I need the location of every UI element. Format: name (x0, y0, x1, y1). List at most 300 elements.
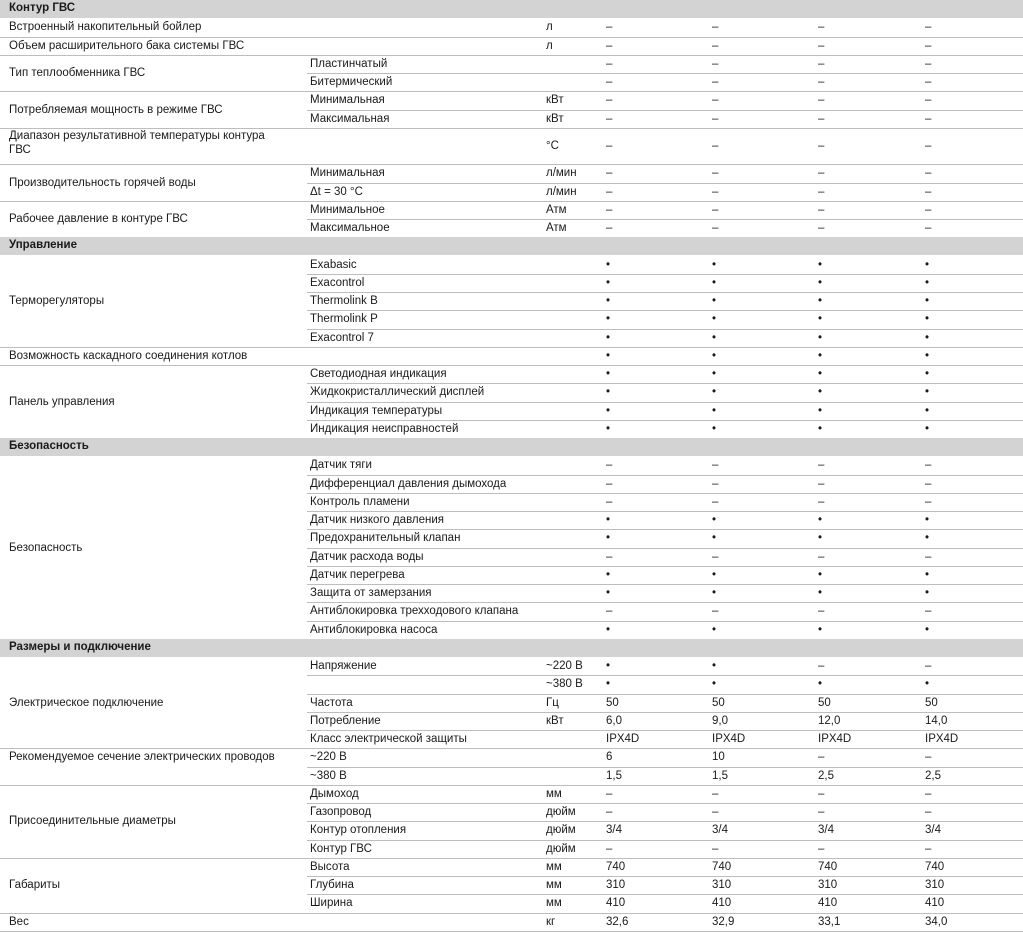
row-divider (0, 913, 1023, 914)
row-divider (307, 329, 1023, 330)
row-value-model-4: • (925, 313, 930, 326)
row-value-model-4: • (925, 532, 930, 545)
section-title: Контур ГВС (9, 2, 76, 14)
row-value-model-2: • (712, 514, 717, 526)
row-value-model-4: • (925, 514, 930, 526)
row-value-model-2: IPX4D (712, 733, 746, 745)
row-unit: кВт (546, 94, 564, 107)
row-value-model-2: – (712, 139, 719, 152)
row-value-model-1: – (606, 39, 613, 52)
row-value-model-2: – (712, 76, 719, 88)
section-header-dims (0, 639, 1023, 657)
row-value-model-4: – (925, 167, 932, 180)
row-value-model-4: 14,0 (925, 714, 948, 727)
row-value-model-1: – (606, 550, 613, 563)
row-divider (307, 219, 1023, 220)
row-name: Индикация температуры (310, 404, 443, 417)
row-value-model-4: 2,5 (925, 769, 941, 782)
row-name: Дифференциал давления дымохода (310, 477, 507, 490)
row-value-model-3: • (818, 514, 823, 526)
row-unit: мм (546, 879, 562, 891)
row-unit: Атм (546, 203, 567, 216)
row-value-model-3: • (818, 258, 823, 271)
group-label: Электрическое подключение (9, 696, 164, 709)
section-header-dhw (0, 0, 1023, 18)
row-value-model-3: • (818, 404, 823, 417)
row-value-model-2: • (712, 660, 717, 672)
row-unit: кВт (546, 112, 564, 125)
row-value-model-3: • (818, 276, 823, 289)
row-name: Thermolink P (310, 313, 378, 326)
row-value-model-2: – (712, 57, 719, 70)
section-title: Управление (9, 239, 77, 251)
row-value-model-1: 6 (606, 751, 613, 764)
row-value-model-3: – (818, 39, 825, 52)
row-name: Exacontrol (310, 276, 365, 289)
row-value-model-3: – (818, 57, 825, 70)
row-divider (307, 675, 1023, 676)
row-value-model-2: 3/4 (712, 824, 728, 837)
row-divider (307, 310, 1023, 311)
row-name: Предохранительный клапан (310, 532, 461, 545)
row-value-model-2: • (712, 623, 717, 636)
row-value-model-2: – (712, 842, 719, 855)
row-divider (307, 566, 1023, 567)
row-value-model-1: • (606, 660, 611, 672)
row-name: Индикация неисправностей (310, 422, 459, 435)
row-value-model-4: – (925, 842, 932, 855)
row-value-model-2: – (712, 167, 719, 180)
group-label: Вес (9, 915, 29, 928)
group-label: Встроенный накопительный бойлер (9, 21, 202, 34)
row-value-model-1: 6,0 (606, 714, 622, 727)
row-value-model-1: • (606, 386, 611, 399)
row-value-model-3: • (818, 368, 823, 380)
group-label: Безопасность (9, 541, 83, 554)
row-value-model-3: – (818, 139, 825, 152)
group-label: Габариты (9, 879, 61, 892)
row-value-model-1: – (606, 459, 613, 472)
row-divider (307, 876, 1023, 877)
row-value-model-4: • (925, 295, 930, 307)
section-header-safety (0, 438, 1023, 456)
row-value-model-2: • (712, 313, 717, 326)
row-value-model-2: • (712, 331, 717, 344)
row-name: Защита от замерзания (310, 587, 432, 599)
row-divider (0, 347, 1023, 348)
row-divider (307, 730, 1023, 731)
row-value-model-4: 410 (925, 897, 945, 910)
row-value-model-1: – (606, 222, 613, 234)
row-unit: л/мин (546, 185, 577, 198)
row-value-model-2: – (712, 39, 719, 52)
section-header-control (0, 237, 1023, 255)
row-unit: кВт (546, 714, 564, 727)
row-value-model-4: • (925, 568, 930, 581)
row-value-model-1: – (606, 21, 613, 34)
row-value-model-4: – (925, 203, 932, 216)
row-value-model-2: – (712, 477, 719, 490)
row-value-model-4: – (925, 660, 932, 672)
row-name: Класс электрической защиты (310, 733, 467, 745)
row-value-model-2: 32,9 (712, 915, 735, 928)
row-value-model-1: • (606, 313, 611, 326)
row-value-model-2: – (712, 550, 719, 563)
row-value-model-3: – (818, 167, 825, 180)
row-name: Exacontrol 7 (310, 331, 374, 344)
row-name: Частота (310, 696, 353, 709)
row-value-model-4: • (925, 276, 930, 289)
row-value-model-2: – (712, 806, 719, 818)
row-divider (307, 840, 1023, 841)
row-divider (307, 493, 1023, 494)
row-unit: Гц (546, 696, 559, 709)
row-value-model-2: • (712, 678, 717, 691)
row-value-model-2: • (712, 386, 717, 399)
row-value-model-3: • (818, 587, 823, 599)
row-value-model-3: – (818, 751, 825, 764)
row-value-model-4: – (925, 39, 932, 52)
row-value-model-3: IPX4D (818, 733, 852, 745)
row-value-model-2: 9,0 (712, 714, 728, 727)
row-value-model-1: 32,6 (606, 915, 629, 928)
row-value-model-3: – (818, 495, 825, 508)
row-value-model-3: – (818, 660, 825, 672)
row-name: ~220 В (310, 751, 347, 764)
row-value-model-4: – (925, 477, 932, 490)
row-value-model-1: – (606, 477, 613, 490)
row-value-model-2: – (712, 94, 719, 107)
row-divider (307, 584, 1023, 585)
row-value-model-4: – (925, 222, 932, 234)
row-value-model-4: – (925, 76, 932, 88)
row-value-model-3: – (818, 21, 825, 34)
row-value-model-3: – (818, 185, 825, 198)
row-value-model-2: – (712, 112, 719, 125)
row-value-model-3: 310 (818, 879, 838, 891)
row-value-model-2: 410 (712, 897, 732, 910)
row-value-model-3: • (818, 678, 823, 691)
row-value-model-2: 50 (712, 696, 725, 709)
row-value-model-2: • (712, 276, 717, 289)
row-value-model-1: – (606, 139, 613, 152)
row-value-model-4: 310 (925, 879, 945, 891)
row-name: Датчик расхода воды (310, 550, 424, 563)
row-value-model-1: • (606, 331, 611, 344)
row-name: Exabasic (310, 258, 357, 271)
row-value-model-4: – (925, 112, 932, 125)
row-name: Максимальная (310, 112, 390, 125)
row-value-model-4: – (925, 806, 932, 818)
row-value-model-4: • (925, 258, 930, 271)
row-value-model-2: • (712, 404, 717, 417)
row-name: Максимальное (310, 222, 390, 234)
group-label: Потребляемая мощность в режиме ГВС (9, 103, 223, 116)
row-value-model-2: – (712, 787, 719, 800)
row-value-model-4: – (925, 787, 932, 800)
row-unit: л (546, 21, 553, 34)
row-value-model-2: • (712, 368, 717, 380)
row-divider (0, 164, 1023, 165)
row-value-model-4: • (925, 331, 930, 344)
row-value-model-1: IPX4D (606, 733, 640, 745)
row-value-model-3: – (818, 550, 825, 563)
row-value-model-2: 10 (712, 751, 725, 764)
row-value-model-1: • (606, 587, 611, 599)
row-value-model-1: • (606, 276, 611, 289)
row-divider (307, 529, 1023, 530)
row-name: ~380 В (310, 769, 347, 782)
row-value-model-4: – (925, 459, 932, 472)
row-value-model-1: • (606, 368, 611, 380)
row-value-model-1: • (606, 532, 611, 545)
group-label: Панель управления (9, 395, 115, 408)
row-value-model-2: – (712, 185, 719, 198)
row-name: Датчик низкого давления (310, 514, 445, 526)
row-divider (307, 292, 1023, 293)
row-value-model-1: 1,5 (606, 769, 622, 782)
group-label: Производительность горячей воды (9, 176, 196, 189)
row-unit: ~220 В (546, 660, 583, 672)
row-value-model-2: • (712, 258, 717, 271)
row-divider (0, 201, 1023, 202)
row-value-model-4: – (925, 94, 932, 107)
row-value-model-2: – (712, 203, 719, 216)
row-value-model-4: 34,0 (925, 915, 948, 928)
row-value-model-4: 50 (925, 696, 938, 709)
row-divider (0, 91, 1023, 92)
row-value-model-2: – (712, 495, 719, 508)
row-unit: кг (546, 915, 556, 928)
row-unit: мм (546, 897, 562, 910)
row-value-model-4: 3/4 (925, 824, 941, 837)
row-value-model-2: • (712, 568, 717, 581)
group-label: Рабочее давление в контуре ГВС (9, 213, 188, 225)
row-unit: мм (546, 787, 562, 800)
row-unit: мм (546, 860, 562, 873)
row-value-model-4: • (925, 349, 930, 362)
row-unit: °C (546, 139, 559, 152)
row-name: Минимальное (310, 203, 385, 216)
row-value-model-3: 3/4 (818, 824, 834, 837)
row-value-model-3: – (818, 605, 825, 618)
row-name: Высота (310, 860, 350, 873)
group-label: Тип теплообменника ГВС (9, 67, 146, 79)
row-name: Антиблокировка насоса (310, 623, 438, 636)
row-value-model-3: – (818, 94, 825, 107)
row-value-model-1: • (606, 568, 611, 581)
row-value-model-3: 410 (818, 897, 838, 910)
row-name: Δt = 30 °C (310, 185, 363, 198)
group-label: Объем расширительного бака системы ГВС (9, 39, 245, 52)
row-value-model-3: – (818, 477, 825, 490)
row-value-model-3: 2,5 (818, 769, 834, 782)
row-divider (307, 183, 1023, 184)
row-name: Минимальная (310, 94, 385, 107)
row-value-model-2: • (712, 587, 717, 599)
row-divider (0, 365, 1023, 366)
row-value-model-4: – (925, 185, 932, 198)
row-value-model-1: – (606, 203, 613, 216)
row-value-model-2: 1,5 (712, 769, 728, 782)
row-value-model-2: • (712, 532, 717, 545)
row-value-model-1: – (606, 94, 613, 107)
row-value-model-4: – (925, 751, 932, 764)
row-name: Датчик тяги (310, 459, 372, 472)
row-value-model-1: • (606, 404, 611, 417)
group-label: Рекомендуемое сечение электрических проводов (9, 751, 275, 764)
group-label: Присоединительные диаметры (9, 815, 176, 828)
row-value-model-3: • (818, 295, 823, 307)
group-label: Диапазон результативной температуры контура (9, 129, 265, 142)
row-name: Антиблокировка трехходового клапана (310, 605, 519, 618)
row-value-model-3: • (818, 623, 823, 636)
row-divider (307, 602, 1023, 603)
row-name: Напряжение (310, 660, 377, 672)
row-value-model-1: – (606, 806, 613, 818)
row-value-model-2: • (712, 349, 717, 362)
row-value-model-4: • (925, 587, 930, 599)
row-value-model-1: • (606, 678, 611, 691)
row-value-model-4: • (925, 623, 930, 636)
row-value-model-4: – (925, 605, 932, 618)
row-unit: л/мин (546, 167, 577, 180)
section-title: Размеры и подключение (9, 641, 151, 653)
row-value-model-3: 740 (818, 860, 838, 873)
row-name: Ширина (310, 897, 353, 910)
row-unit: ~380 В (546, 678, 583, 691)
row-value-model-2: • (712, 295, 717, 307)
row-value-model-1: – (606, 605, 613, 618)
row-value-model-2: – (712, 21, 719, 34)
row-value-model-3: 12,0 (818, 714, 841, 727)
row-value-model-3: – (818, 806, 825, 818)
row-value-model-1: • (606, 514, 611, 526)
row-divider (0, 785, 1023, 786)
row-value-model-3: – (818, 76, 825, 88)
row-value-model-3: – (818, 112, 825, 125)
row-divider (307, 767, 1023, 768)
row-name: Контроль пламени (310, 495, 410, 508)
row-value-model-3: – (818, 842, 825, 855)
row-value-model-4: – (925, 550, 932, 563)
row-value-model-1: – (606, 57, 613, 70)
row-name: Глубина (310, 879, 354, 891)
row-value-model-3: • (818, 532, 823, 545)
row-value-model-1: • (606, 258, 611, 271)
row-value-model-3: • (818, 313, 823, 326)
row-name: Битермический (310, 76, 393, 88)
row-name: Газопровод (310, 806, 372, 818)
row-value-model-1: – (606, 167, 613, 180)
row-name: Пластинчатый (310, 57, 388, 70)
row-value-model-1: 50 (606, 696, 619, 709)
row-value-model-1: • (606, 623, 611, 636)
row-value-model-1: – (606, 787, 613, 800)
row-value-model-3: • (818, 422, 823, 435)
row-divider (307, 694, 1023, 695)
row-value-model-2: – (712, 222, 719, 234)
row-value-model-1: 3/4 (606, 824, 622, 837)
row-divider (307, 511, 1023, 512)
row-value-model-1: – (606, 112, 613, 125)
row-value-model-1: – (606, 842, 613, 855)
section-title: Безопасность (9, 440, 89, 452)
row-name: Контур отопления (310, 824, 407, 837)
row-value-model-3: • (818, 331, 823, 344)
row-value-model-4: – (925, 139, 932, 152)
row-value-model-4: – (925, 57, 932, 70)
row-value-model-3: • (818, 349, 823, 362)
row-value-model-1: • (606, 349, 611, 362)
row-value-model-1: – (606, 495, 613, 508)
group-label: ГВС (9, 143, 31, 156)
row-value-model-2: 740 (712, 860, 732, 873)
row-name: Потребление (310, 714, 381, 727)
row-unit: л (546, 39, 553, 52)
row-value-model-3: 50 (818, 696, 831, 709)
row-name: Thermolink B (310, 295, 378, 307)
row-value-model-4: • (925, 678, 930, 691)
row-value-model-2: 310 (712, 879, 732, 891)
row-value-model-4: IPX4D (925, 733, 959, 745)
row-value-model-3: 33,1 (818, 915, 841, 928)
row-value-model-1: 740 (606, 860, 626, 873)
row-divider (0, 858, 1023, 859)
row-divider (307, 894, 1023, 895)
row-value-model-3: – (818, 203, 825, 216)
row-value-model-2: – (712, 605, 719, 618)
row-divider (307, 73, 1023, 74)
row-value-model-1: – (606, 76, 613, 88)
row-divider (307, 821, 1023, 822)
row-value-model-1: • (606, 295, 611, 307)
row-name: Датчик перегрева (310, 568, 405, 581)
row-name: Светодиодная индикация (310, 368, 447, 380)
row-value-model-4: • (925, 386, 930, 399)
row-value-model-1: 410 (606, 897, 626, 910)
row-value-model-1: 310 (606, 879, 626, 891)
row-name: Жидкокристаллический дисплей (310, 386, 485, 399)
row-unit: Атм (546, 222, 567, 234)
row-value-model-4: • (925, 404, 930, 417)
row-value-model-3: • (818, 568, 823, 581)
row-value-model-1: • (606, 422, 611, 435)
row-divider (307, 803, 1023, 804)
row-name: Дымоход (310, 787, 359, 800)
row-divider (307, 274, 1023, 275)
group-label: Терморегуляторы (9, 295, 105, 308)
row-value-model-4: • (925, 422, 930, 435)
row-value-model-2: – (712, 459, 719, 472)
row-divider (307, 383, 1023, 384)
row-unit: дюйм (546, 806, 576, 818)
group-label: Возможность каскадного соединения котлов (9, 349, 248, 362)
row-value-model-4: – (925, 21, 932, 34)
row-divider (307, 712, 1023, 713)
row-value-model-2: • (712, 422, 717, 435)
row-value-model-3: • (818, 386, 823, 399)
row-value-model-4: 740 (925, 860, 945, 873)
row-unit: дюйм (546, 842, 576, 855)
row-divider (0, 748, 1023, 749)
row-value-model-4: – (925, 495, 932, 508)
row-name: Контур ГВС (310, 842, 372, 855)
row-name: Минимальная (310, 167, 385, 180)
row-divider (0, 55, 1023, 56)
row-value-model-4: • (925, 368, 930, 380)
row-value-model-3: – (818, 787, 825, 800)
